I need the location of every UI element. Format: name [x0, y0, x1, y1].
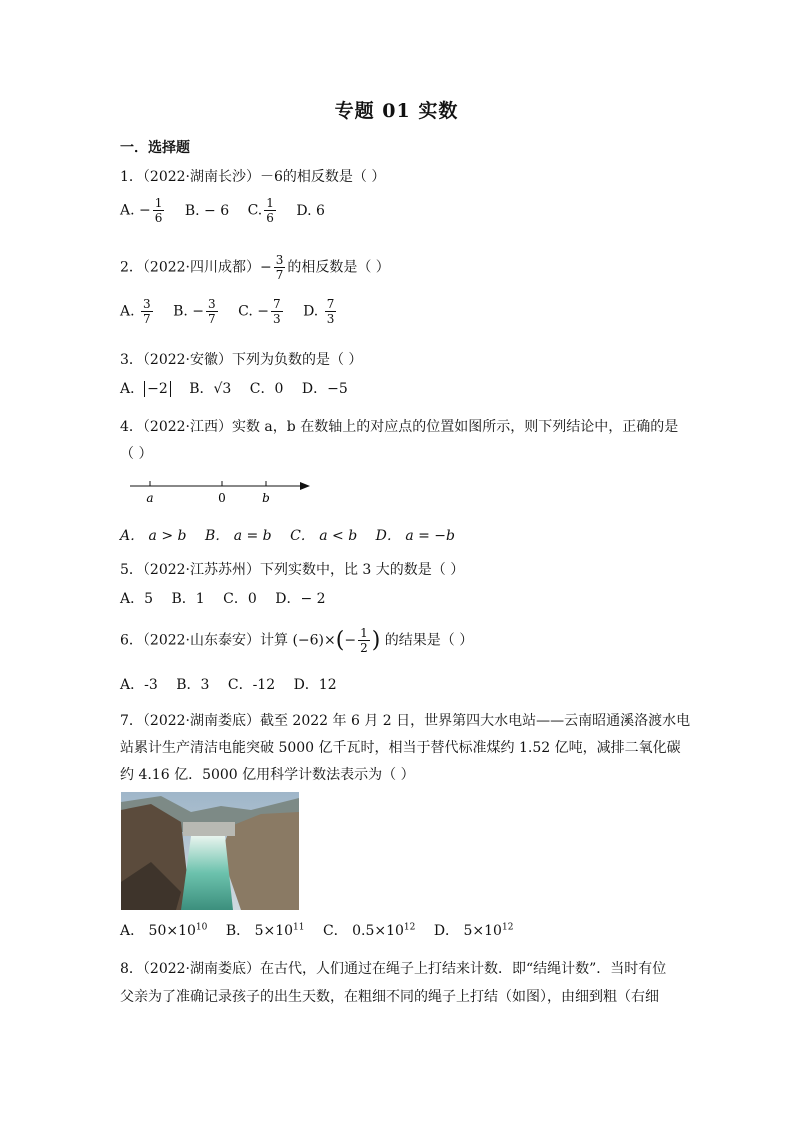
q2-option-a [120, 297, 155, 326]
section-heading: 一．选择题 [120, 140, 190, 156]
q1-option-a-fraction [153, 196, 165, 225]
q5-option-a: A．5 [120, 591, 154, 607]
right-paren: ) [371, 628, 381, 653]
question-6-options [120, 674, 351, 694]
number-line-figure [128, 476, 318, 516]
q2-option-d-fraction [325, 297, 337, 326]
absolute-value-expression: −2 [144, 381, 171, 397]
question-8-line-1: 8．（2022·湖南娄底）在古代，人们通过在绳子上打结来计数．即“结绳计数”．当时有位 [120, 961, 667, 977]
question-4-options [120, 525, 469, 545]
question-8-line-2: 父亲为了准确记录孩子的出生天数，在粗细不同的绳子上打结（如图），由细到粗（右细 [120, 989, 659, 1005]
q7-option-a-exponent: 10 [195, 922, 208, 933]
q5-option-d: D．− 2 [275, 591, 326, 607]
q7-option-d-base: D． 5×10 [433, 923, 502, 939]
q1-option-b: B. − 6 [184, 202, 230, 219]
question-7-options [120, 920, 527, 940]
q2-option-c [238, 297, 284, 326]
question-3-stem: 3．（2022·安徽）下列为负数的是（ ） [120, 352, 363, 368]
q6-option-b: B．3 [176, 677, 210, 693]
fraction-denominator: 7 [143, 312, 151, 326]
q1-option-c-fraction [264, 196, 276, 225]
question-4-stem-line-1: 4．（2022·江西）实数 a，b 在数轴上的对应点的位置如图所示，则下列结论中，正确的是 [120, 419, 679, 435]
q2-stem-prefix: 2．（2022·四川成都）− [120, 259, 272, 276]
q2-option-a-fraction [141, 297, 153, 326]
question-7-line-1: 7．（2022·湖南娄底）截至 2022 年 6 月 2 日，世界第四大水电站——云南昭通溪洛渡水电 [120, 713, 691, 729]
q3-option-c: C．0 [249, 381, 284, 397]
q3-option-a [120, 378, 171, 398]
q2-option-b [173, 297, 220, 326]
photo-dam-wall [183, 822, 235, 836]
fraction-denominator: 6 [154, 211, 163, 225]
fraction-numerator: 1 [360, 626, 368, 640]
fraction-numerator: 1 [154, 196, 163, 210]
q1-option-a: A. − $\frac{1}{6}$ [120, 196, 163, 225]
page-title: 专题 01 实数 [334, 100, 459, 122]
fraction-denominator: 3 [326, 312, 335, 326]
q7-option-d-exponent: 12 [501, 922, 514, 933]
q1-option-a-label: A. [120, 202, 135, 219]
q6-option-d: D．12 [293, 677, 337, 693]
q3-option-d: D．−5 [301, 381, 348, 397]
fraction-denominator: 2 [360, 641, 368, 655]
q5-option-b: B．1 [171, 591, 205, 607]
q7-option-a [120, 920, 207, 940]
fraction-numerator: 3 [275, 253, 284, 267]
q4-option-d: D． a = −b [375, 528, 456, 544]
number-line-label-a: a [146, 491, 154, 505]
fraction-denominator: 3 [272, 312, 281, 326]
q3-option-a-label: A． [120, 381, 145, 397]
q7-option-a-base: A． 50×10 [120, 923, 196, 939]
square-root-expression: √3 [213, 381, 232, 397]
q7-option-c-base: C． 0.5×10 [322, 923, 404, 939]
question-6-stem: 6．（2022·山东泰安）计算 (−6)×(− $\frac{1}{2}$ ) 的结果是（ ） [120, 626, 474, 655]
q6-option-c: C．-12 [227, 677, 276, 693]
q2-option-c-label: C. − [238, 303, 269, 320]
fraction-denominator: 6 [266, 211, 274, 225]
hydropower-dam-photo [121, 792, 299, 910]
q2-option-b-label: B. − [173, 303, 205, 320]
q6-expression-fraction [358, 626, 370, 655]
question-4-stem-line-2: （ ） [120, 446, 153, 462]
q2-option-a-label: A. [120, 303, 135, 320]
q6-stem-prefix: 6．（2022·山东泰安）计算 [120, 632, 288, 649]
q3-option-b-label: B． [189, 381, 214, 397]
question-3-options [120, 378, 362, 398]
q7-option-c-exponent: 12 [403, 922, 416, 933]
q4-option-a: A． a > b [120, 528, 187, 544]
q1-option-d: D. 6 [296, 202, 325, 219]
fraction-numerator: 3 [208, 297, 216, 311]
q1-option-c [248, 196, 278, 225]
fraction-numerator: 3 [143, 297, 151, 311]
q4-option-c: C． a < b [290, 528, 358, 544]
q7-option-b-exponent: 11 [293, 922, 305, 933]
q7-option-b-base: B． 5×10 [225, 923, 294, 939]
q6-expression-left: (−6)× [292, 632, 336, 649]
question-1-options [120, 196, 339, 225]
q7-option-d [434, 920, 514, 940]
number-line-label-b: b [262, 491, 270, 505]
fraction-denominator: 7 [275, 268, 284, 282]
q2-option-d [303, 297, 338, 326]
q4-option-b: B． a = b [204, 528, 272, 544]
q2-stem-fraction [274, 253, 286, 282]
q2-option-d-label: D. [303, 303, 319, 320]
q7-option-b [226, 920, 305, 940]
left-paren: ( [335, 628, 345, 653]
number-line-label-zero: 0 [218, 491, 226, 505]
q2-stem-suffix: 的相反数是（ ） [287, 259, 390, 276]
question-1-stem: 1．（2022·湖南长沙）－6的相反数是（ ） [120, 169, 386, 185]
q6-option-a: A．-3 [120, 677, 158, 693]
q6-stem-suffix: 的结果是（ ） [384, 632, 474, 649]
fraction-denominator: 7 [208, 312, 216, 326]
q3-option-b [189, 378, 231, 398]
question-5-stem: 5．（2022·江苏苏州）下列实数中，比 3 大的数是（ ） [120, 562, 465, 578]
q7-option-c [323, 920, 415, 940]
q2-option-c-fraction [271, 297, 283, 326]
question-2-options [120, 297, 352, 326]
question-2-stem [120, 253, 390, 282]
q5-option-c: C．0 [223, 591, 257, 607]
fraction-numerator: 7 [326, 297, 335, 311]
q2-option-b-fraction [206, 297, 218, 326]
fraction-numerator: 7 [272, 297, 281, 311]
number-line-arrow-icon [300, 482, 310, 490]
q1-option-c-label: C. [247, 202, 263, 219]
question-7-line-3: 约 4.16 亿．5000 亿用科学计数法表示为（ ） [120, 767, 415, 783]
question-7-line-2: 站累计生产清洁电能突破 5000 亿千瓦时，相当于替代标准煤约 1.52 亿吨，减排二氧化碳 [120, 740, 681, 756]
question-5-options [120, 588, 340, 608]
fraction-numerator: 1 [266, 196, 274, 210]
